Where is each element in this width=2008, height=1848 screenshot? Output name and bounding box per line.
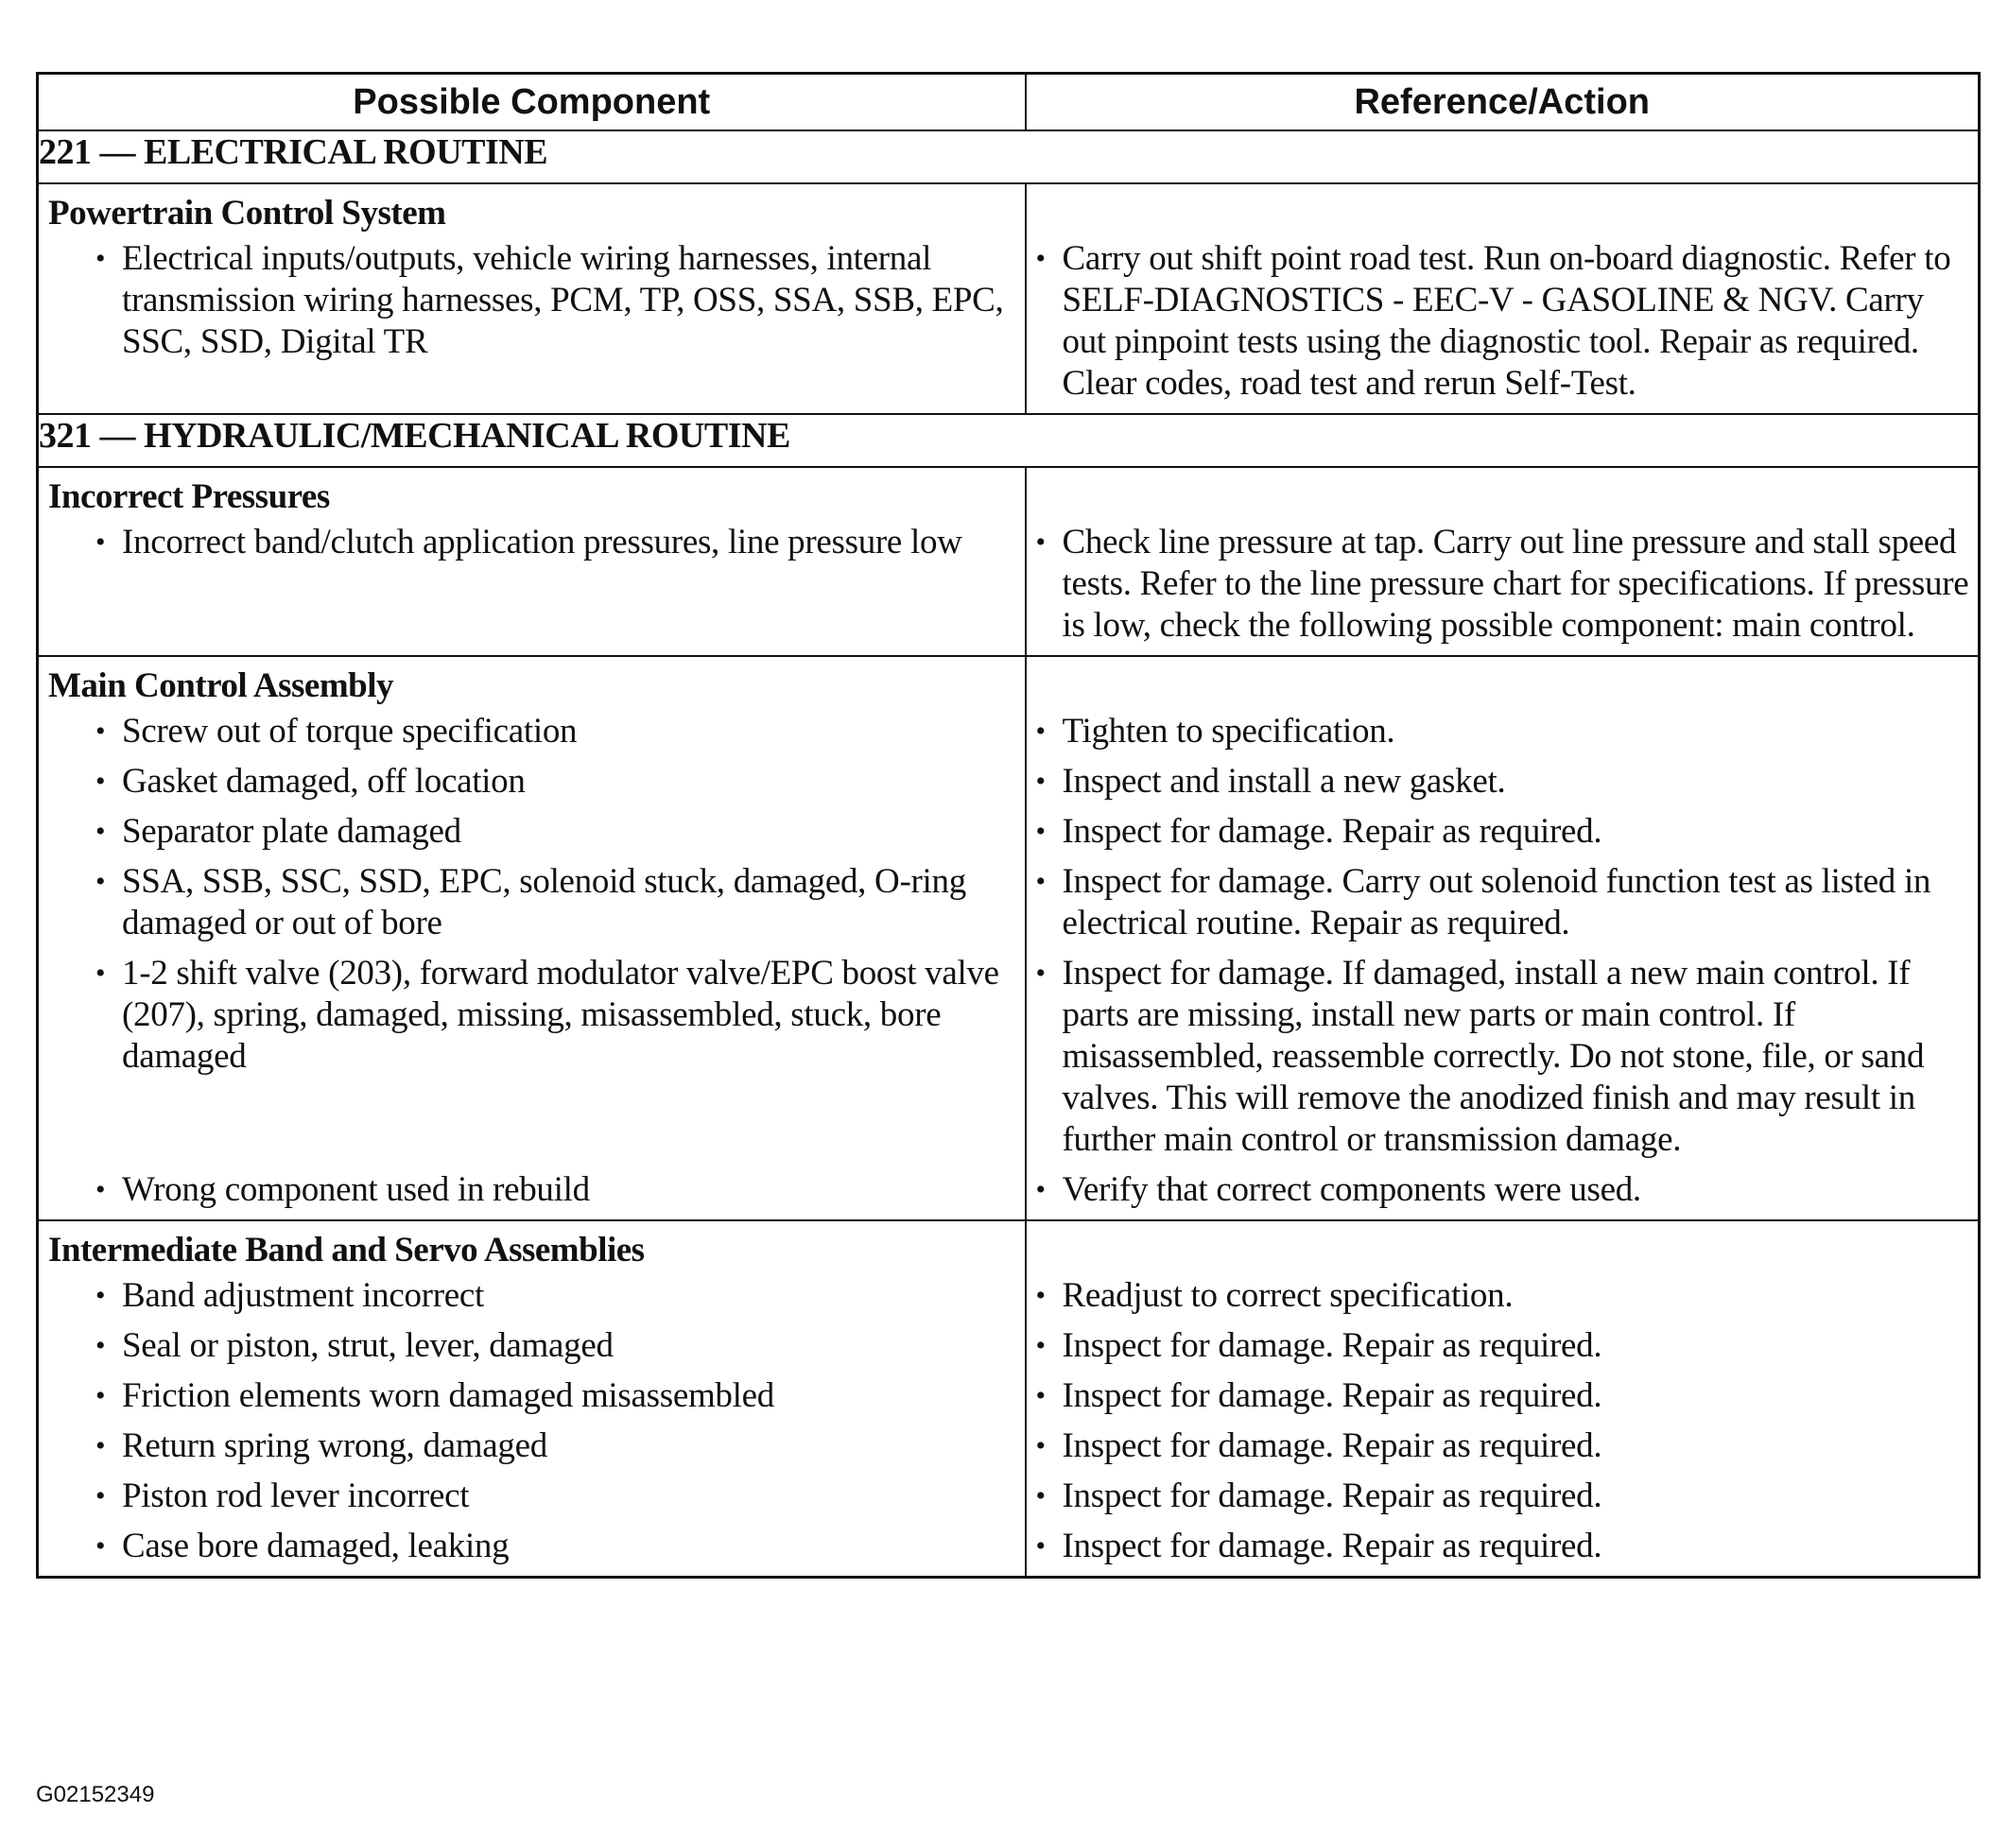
action-item-text: Inspect for damage. Repair as required. (1062, 1426, 1602, 1465)
component-item-text: Return spring wrong, damaged (122, 1426, 547, 1465)
component-item-text: 1-2 shift valve (203), forward modulator valve/EPC boost valve (207), spring, damaged, missing, misassembled, stuck, bore damaged (122, 954, 999, 1076)
component-item (39, 1275, 1025, 1317)
component-item (39, 1169, 1025, 1211)
component-item (39, 761, 1025, 803)
bullet-icon: • (1035, 527, 1046, 558)
bullet-icon: • (95, 816, 106, 847)
action-spacer (1027, 468, 1979, 522)
component-item (39, 522, 1025, 647)
bullet-icon: • (95, 866, 106, 897)
action-spacer (1027, 1221, 1979, 1275)
component-item-text: Wrong component used in rebuild (122, 1170, 590, 1209)
component-item-text: Electrical inputs/outputs, vehicle wiring harnesses, internal transmission wiring harnesses, PCM, TP, OSS, SSA, SSB, EPC, SSC, SSD, Digital TR (122, 239, 1004, 361)
action-item-text: Inspect for damage. If damaged, install a new main control. If parts are missing, install new parts or main control. If misassembled, reassemble correctly. Do not stone, file, or sand valves. This will remove the anodized finish and may result in further main control or transmission damage. (1062, 954, 1925, 1159)
bullet-icon: • (1035, 1480, 1046, 1511)
bullet-icon: • (1035, 1380, 1046, 1411)
bullet-icon: • (95, 1330, 106, 1361)
action-cell (1026, 467, 1980, 656)
component-item-text: SSA, SSB, SSC, SSD, EPC, solenoid stuck, damaged, O-ring damaged or out of bore (122, 862, 966, 942)
group-title: Main Control Assembly (48, 666, 394, 705)
action-item-text: Inspect for damage. Repair as required. (1062, 812, 1602, 851)
action-item-text: Check line pressure at tap. Carry out line pressure and stall speed tests. Refer to the line pressure chart for specifications. If pressure is low, check the following possible component: main control. (1062, 523, 1969, 645)
bullet-icon: • (1035, 816, 1046, 847)
component-item-text: Incorrect band/clutch application pressures, line pressure low (122, 523, 962, 561)
action-item-text: Inspect for damage. Repair as required. (1062, 1326, 1602, 1365)
component-item (39, 811, 1025, 853)
action-item (1027, 1275, 1979, 1317)
bullet-icon: • (95, 1280, 106, 1311)
action-item-text: Readjust to correct specification. (1062, 1276, 1514, 1315)
component-item (39, 711, 1025, 752)
action-item-text: Inspect for damage. Repair as required. (1062, 1527, 1602, 1565)
component-item (39, 953, 1025, 1161)
component-cell (38, 1220, 1026, 1578)
bullet-icon: • (95, 527, 106, 558)
component-item (39, 1425, 1025, 1467)
bullet-icon: • (95, 766, 106, 797)
group-row (38, 656, 1980, 1220)
routine-row (38, 130, 1980, 183)
action-cell (1026, 183, 1980, 414)
component-item-text: Screw out of torque specification (122, 712, 578, 751)
bullet-icon: • (1035, 1330, 1046, 1361)
group-row (38, 467, 1980, 656)
component-item-text: Case bore damaged, leaking (122, 1527, 510, 1565)
diagnosis-table (36, 72, 1981, 1579)
bullet-icon: • (1035, 866, 1046, 897)
component-cell (38, 467, 1026, 656)
action-cell (1026, 1220, 1980, 1578)
component-item (39, 1526, 1025, 1567)
bullet-icon: • (1035, 1174, 1046, 1205)
routine-row (38, 414, 1980, 467)
bullet-icon: • (1035, 1280, 1046, 1311)
component-cell (38, 656, 1026, 1220)
action-item (1027, 522, 1979, 647)
bullet-icon: • (1035, 766, 1046, 797)
bullet-icon: • (95, 958, 106, 989)
action-item (1027, 1325, 1979, 1367)
action-item (1027, 711, 1979, 752)
component-item-text: Friction elements worn damaged misassembled (122, 1376, 774, 1415)
table-body (38, 130, 1980, 1578)
component-cell (38, 183, 1026, 414)
action-item (1027, 238, 1979, 405)
bullet-icon: • (95, 1380, 106, 1411)
group-title: Incorrect Pressures (48, 477, 330, 516)
action-item (1027, 761, 1979, 803)
action-item (1027, 1169, 1979, 1211)
action-spacer (1027, 657, 1979, 711)
component-item-text: Gasket damaged, off location (122, 762, 526, 801)
action-item (1027, 1425, 1979, 1467)
bullet-icon: • (1035, 958, 1046, 989)
component-item (39, 861, 1025, 944)
action-item-text: Inspect for damage. Repair as required. (1062, 1376, 1602, 1415)
figure-id: G02152349 (36, 1782, 155, 1807)
group-row (38, 183, 1980, 414)
component-item (39, 1375, 1025, 1417)
group-title: Intermediate Band and Servo Assemblies (48, 1231, 645, 1269)
bullet-icon: • (1035, 243, 1046, 274)
action-item-text: Carry out shift point road test. Run on-board diagnostic. Refer to SELF-DIAGNOSTICS - EEC-V - GASOLINE & NGV. Carry out pinpoint tests using the diagnostic tool. Repair as required. Clear codes, road test and rerun Self-Test. (1062, 239, 1951, 403)
component-item (39, 1476, 1025, 1517)
table-header-row (38, 74, 1980, 131)
component-item (39, 1325, 1025, 1367)
action-item (1027, 953, 1979, 1161)
bullet-icon: • (95, 1530, 106, 1562)
action-item-text: Inspect and install a new gasket. (1062, 762, 1506, 801)
component-item-text: Piston rod lever incorrect (122, 1477, 470, 1515)
bullet-icon: • (1035, 1530, 1046, 1562)
bullet-icon: • (1035, 1430, 1046, 1461)
bullet-icon: • (95, 1480, 106, 1511)
bullet-icon: • (95, 716, 106, 747)
header-possible-component: Possible Component (38, 74, 1026, 131)
header-reference-action: Reference/Action (1026, 74, 1980, 131)
component-item-text: Separator plate damaged (122, 812, 461, 851)
action-item-text: Inspect for damage. Repair as required. (1062, 1477, 1602, 1515)
action-item (1027, 811, 1979, 853)
bullet-icon: • (95, 243, 106, 274)
action-item-text: Inspect for damage. Carry out solenoid function test as listed in electrical routine. Repair as required. (1062, 862, 1931, 942)
action-spacer (1027, 184, 1979, 238)
action-item-text: Verify that correct components were used. (1062, 1170, 1641, 1209)
action-item (1027, 861, 1979, 944)
action-cell (1026, 656, 1980, 1220)
component-item-text: Seal or piston, strut, lever, damaged (122, 1326, 614, 1365)
action-item (1027, 1476, 1979, 1517)
bullet-icon: • (1035, 716, 1046, 747)
action-item-text: Tighten to specification. (1062, 712, 1395, 751)
routine-title: 321 — HYDRAULIC/MECHANICAL ROUTINE (38, 414, 1980, 467)
action-item (1027, 1526, 1979, 1567)
bullet-icon: • (95, 1174, 106, 1205)
group-row (38, 1220, 1980, 1578)
component-item (39, 238, 1025, 405)
routine-title: 221 — ELECTRICAL ROUTINE (38, 130, 1980, 183)
bullet-icon: • (95, 1430, 106, 1461)
group-title: Powertrain Control System (48, 194, 446, 233)
action-item (1027, 1375, 1979, 1417)
component-item-text: Band adjustment incorrect (122, 1276, 484, 1315)
